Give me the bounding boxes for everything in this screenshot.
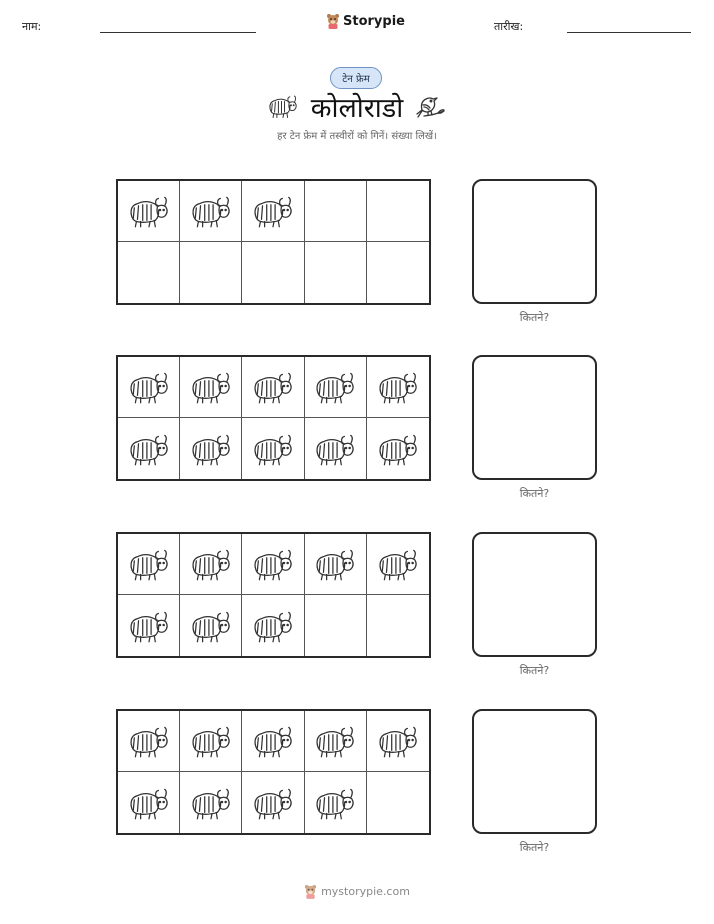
ten-frame-cell xyxy=(118,418,180,479)
ten-frame-cell xyxy=(242,595,304,656)
yak-icon xyxy=(251,546,295,582)
yak-icon xyxy=(189,193,233,229)
yak-icon xyxy=(127,369,171,405)
yak-icon xyxy=(313,369,357,405)
ten-frame-cell xyxy=(180,357,242,418)
ten-frame-cell xyxy=(305,242,367,303)
yak-icon xyxy=(189,369,233,405)
answer-box-3[interactable] xyxy=(472,532,597,657)
ten-frame-3 xyxy=(116,532,431,658)
ten-frame-cell xyxy=(180,595,242,656)
ten-frame-cell xyxy=(118,772,180,833)
answer-box-4[interactable] xyxy=(472,709,597,834)
name-label: नाम: xyxy=(22,20,42,33)
answer-label-3: कितने? xyxy=(519,664,550,677)
ten-frame-cell xyxy=(367,357,429,418)
ten-frame-cell xyxy=(305,595,367,656)
ten-frame-cell xyxy=(367,418,429,479)
yak-icon xyxy=(127,546,171,582)
yak-icon xyxy=(127,431,171,467)
ten-frame-cell xyxy=(367,711,429,772)
page-title: कोलोराडो xyxy=(310,93,404,124)
ten-frame-1 xyxy=(116,179,431,305)
ten-frame-cell xyxy=(305,772,367,833)
topic-badge: टेन फ्रेम xyxy=(330,67,382,89)
ten-frame-cell xyxy=(180,418,242,479)
ten-frame-cell xyxy=(242,711,304,772)
answer-label-4: कितने? xyxy=(519,841,550,854)
date-line[interactable] xyxy=(567,32,691,33)
instructions: हर टेन फ्रेम में तस्वीरों को गिनें। संख्या लिखें। xyxy=(277,131,437,142)
bird-icon xyxy=(414,90,446,120)
yak-icon xyxy=(251,369,295,405)
brand-logo xyxy=(326,13,405,29)
yak-icon xyxy=(127,723,171,759)
yak-icon xyxy=(251,723,295,759)
bear-logo-icon xyxy=(326,13,340,29)
yak-icon xyxy=(127,193,171,229)
ten-frame-cell xyxy=(118,181,180,242)
ten-frame-cell xyxy=(367,534,429,595)
yak-icon xyxy=(251,785,295,821)
ten-frame-cell xyxy=(305,418,367,479)
ten-frame-cell xyxy=(118,242,180,303)
ten-frame-cell xyxy=(242,772,304,833)
ten-frame-cell xyxy=(305,181,367,242)
ten-frame-cell xyxy=(118,711,180,772)
ten-frame-cell xyxy=(242,181,304,242)
date-label: तारीख: xyxy=(494,20,524,33)
ten-frame-cell xyxy=(242,357,304,418)
ten-frame-2 xyxy=(116,355,431,481)
yak-icon xyxy=(376,723,420,759)
ten-frame-cell xyxy=(180,711,242,772)
yak-icon xyxy=(313,723,357,759)
ten-frame-cell xyxy=(180,242,242,303)
yak-icon xyxy=(251,608,295,644)
yak-icon xyxy=(376,369,420,405)
answer-label-1: कितने? xyxy=(519,311,550,324)
yak-icon xyxy=(376,431,420,467)
answer-box-1[interactable] xyxy=(472,179,597,304)
yak-icon xyxy=(189,785,233,821)
ten-frame-cell xyxy=(180,181,242,242)
ten-frame-cell xyxy=(242,418,304,479)
ten-frame-cell xyxy=(305,534,367,595)
footer-url[interactable]: mystorypie.com xyxy=(321,885,410,898)
yak-icon xyxy=(189,723,233,759)
ten-frame-cell xyxy=(118,357,180,418)
answer-label-2: कितने? xyxy=(519,487,550,500)
yak-icon xyxy=(251,431,295,467)
yak-icon xyxy=(313,546,357,582)
answer-box-2[interactable] xyxy=(472,355,597,480)
ten-frame-cell xyxy=(180,534,242,595)
ten-frame-cell xyxy=(367,242,429,303)
bear-logo-icon xyxy=(304,884,317,899)
ten-frame-cell xyxy=(305,357,367,418)
ten-frame-cell xyxy=(242,534,304,595)
yak-icon xyxy=(251,193,295,229)
yak-icon xyxy=(127,785,171,821)
brand-name: Storypie xyxy=(343,13,405,29)
yak-icon xyxy=(127,608,171,644)
ten-frame-cell xyxy=(305,711,367,772)
ten-frame-4 xyxy=(116,709,431,835)
yak-icon xyxy=(313,431,357,467)
name-line[interactable] xyxy=(100,32,256,33)
ten-frame-cell xyxy=(118,595,180,656)
ten-frame-cell xyxy=(118,534,180,595)
ten-frame-cell xyxy=(367,181,429,242)
ten-frame-cell xyxy=(242,242,304,303)
yak-icon xyxy=(313,785,357,821)
footer xyxy=(0,884,714,899)
ten-frame-cell xyxy=(367,772,429,833)
yak-icon xyxy=(376,546,420,582)
yak-icon xyxy=(189,546,233,582)
yak-icon xyxy=(189,431,233,467)
yak-icon xyxy=(189,608,233,644)
ten-frame-cell xyxy=(367,595,429,656)
ten-frame-cell xyxy=(180,772,242,833)
